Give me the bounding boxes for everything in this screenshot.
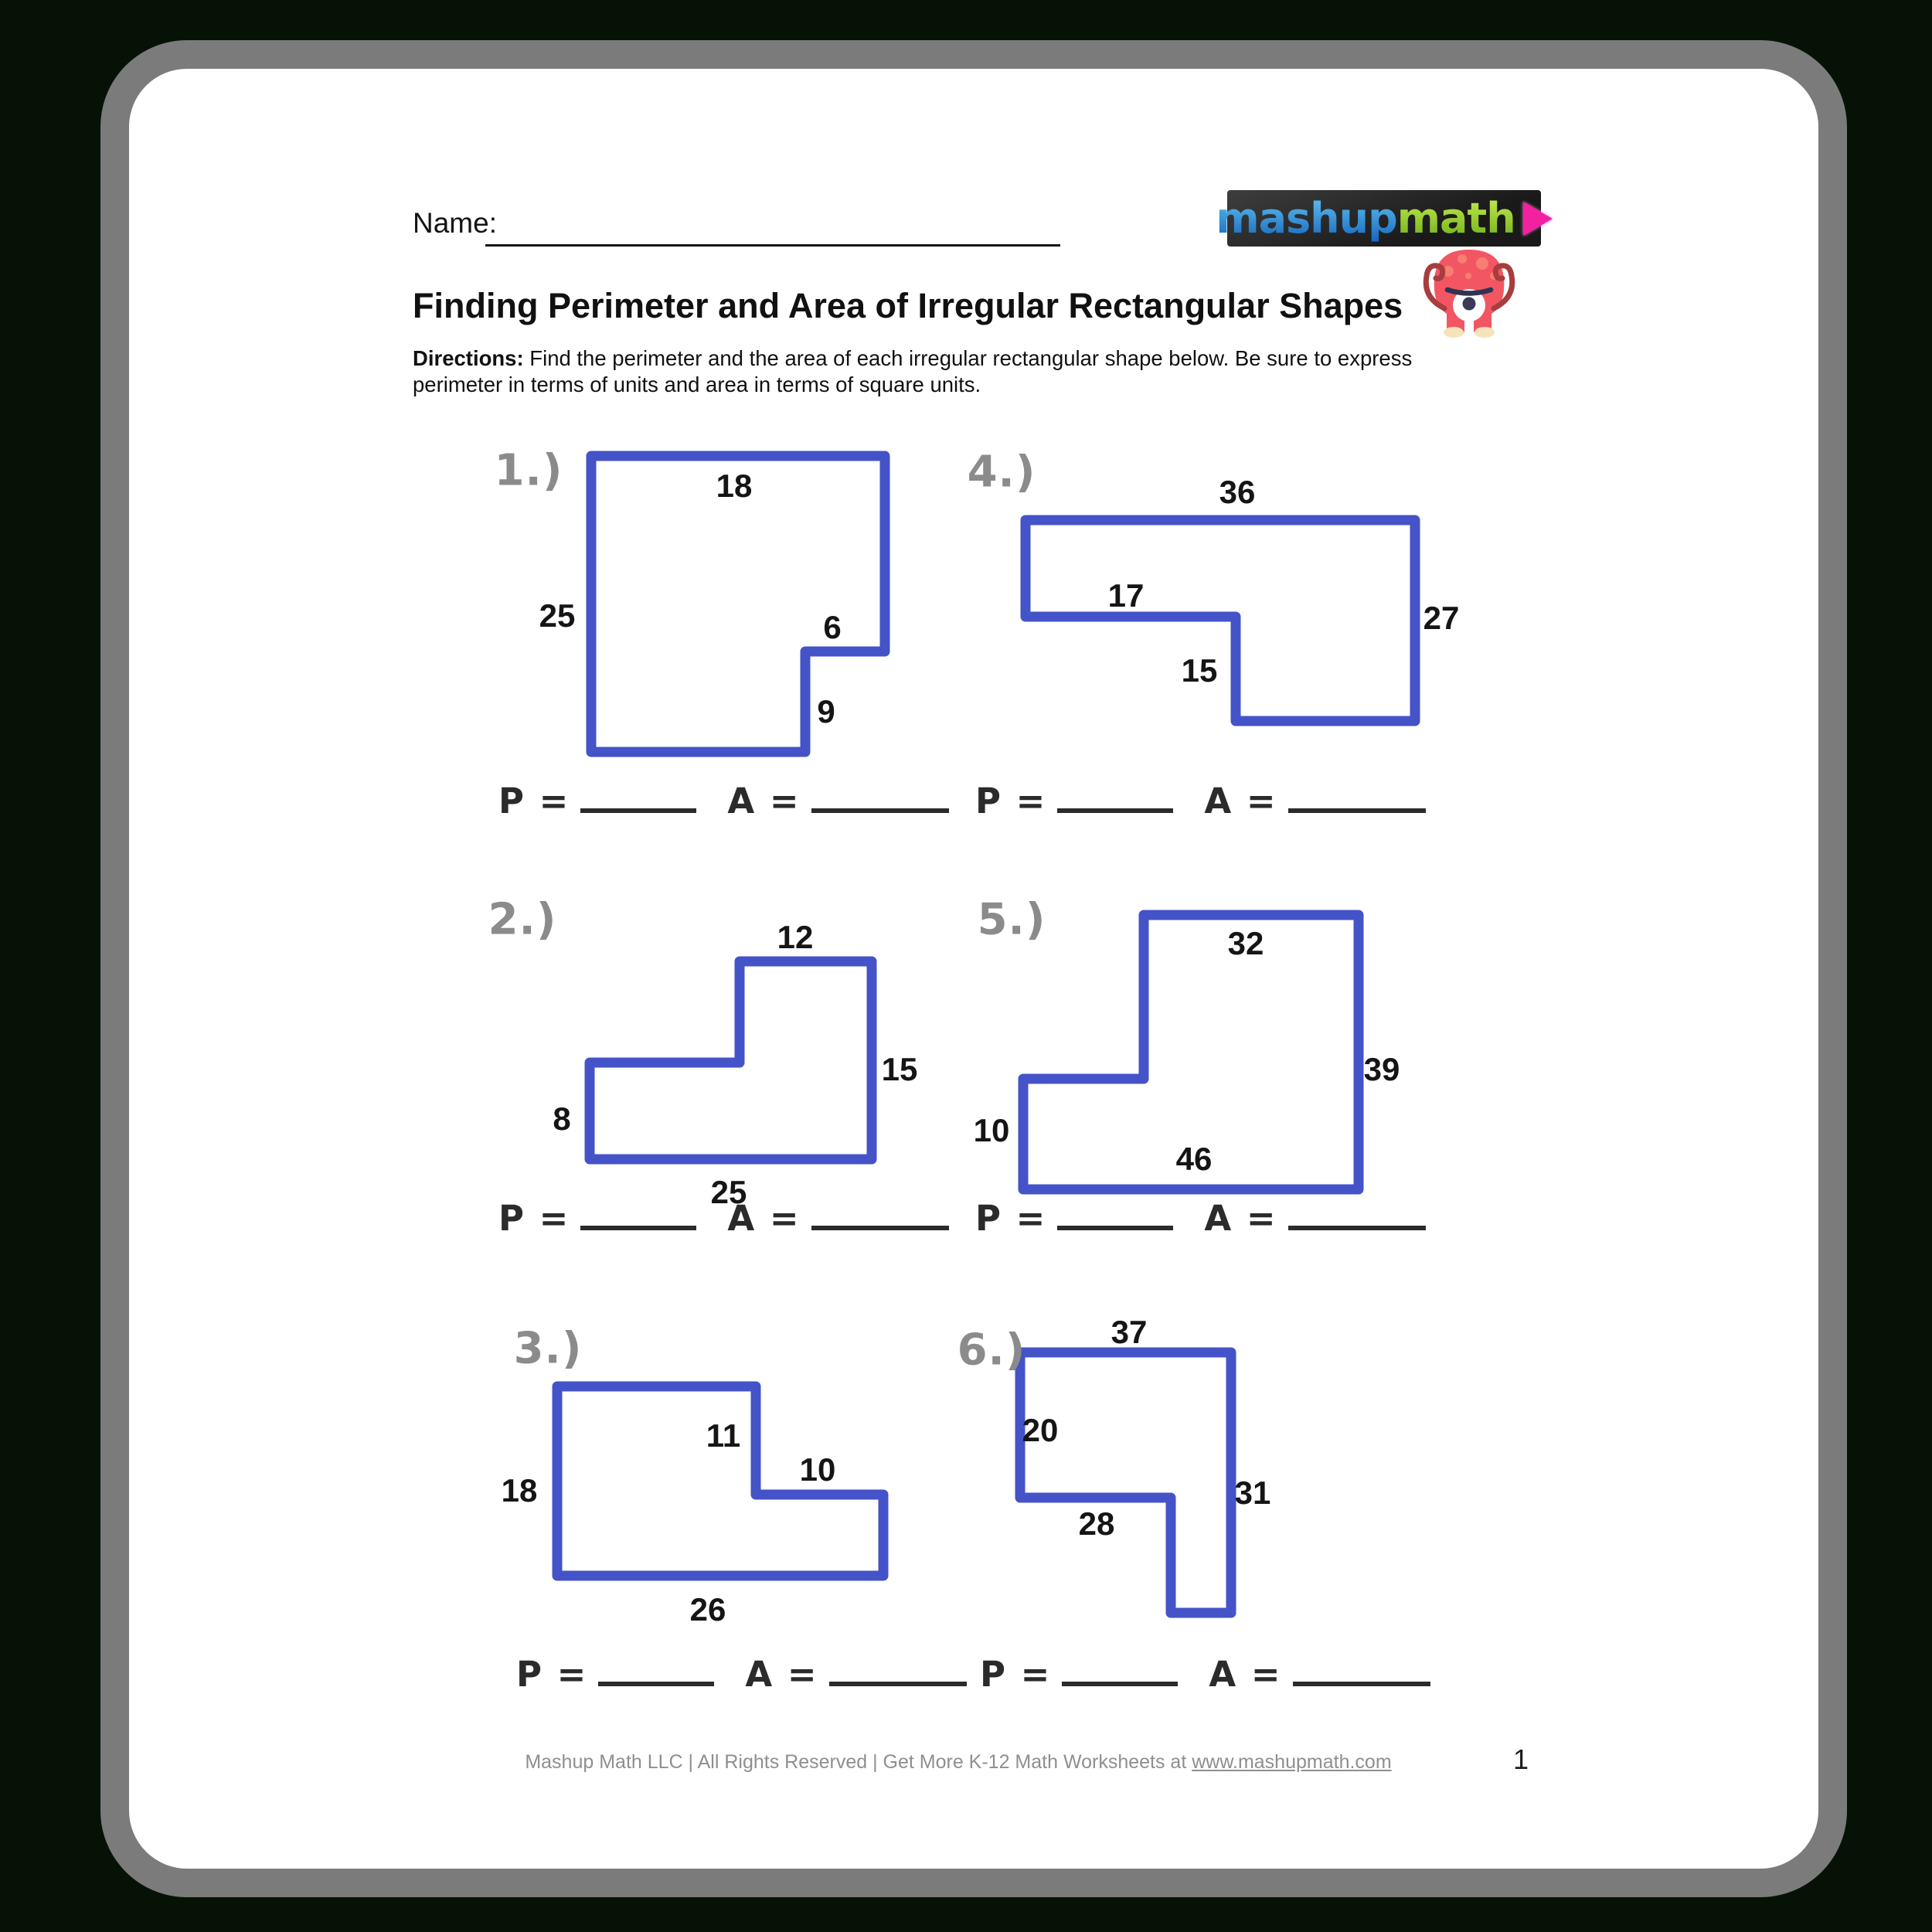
mashupmath-logo bbox=[1216, 190, 1541, 247]
perimeter-label: P = bbox=[980, 1654, 1052, 1695]
answer-row-3 bbox=[516, 1654, 967, 1695]
dimension-label-4-1: 36 bbox=[1219, 474, 1256, 510]
dimension-label-3-2: 10 bbox=[799, 1451, 836, 1488]
area-answer-blank[interactable] bbox=[1288, 781, 1426, 813]
problem-number-4: 4.) bbox=[967, 447, 1036, 498]
perimeter-answer-blank[interactable] bbox=[598, 1654, 714, 1686]
dimension-label-6-2: 20 bbox=[1022, 1412, 1059, 1448]
perimeter-answer-blank[interactable] bbox=[1057, 1198, 1173, 1230]
area-answer-blank[interactable] bbox=[811, 781, 949, 813]
answer-row-6 bbox=[980, 1654, 1430, 1695]
perimeter-answer-blank[interactable] bbox=[1057, 781, 1173, 813]
area-label: A = bbox=[727, 781, 801, 821]
dimension-label-2-4: 25 bbox=[710, 1174, 747, 1210]
perimeter-label: P = bbox=[498, 1198, 570, 1239]
dimension-label-1-3: 6 bbox=[823, 609, 842, 645]
footer-text: Mashup Math LLC | All Rights Reserved | Get More K-12 Math Worksheets at bbox=[525, 1751, 1192, 1773]
area-answer-blank[interactable] bbox=[811, 1198, 949, 1230]
logo-word-mashup: mashup bbox=[1216, 194, 1397, 243]
problem-number-1: 1.) bbox=[494, 445, 563, 496]
name-label: Name: bbox=[413, 207, 497, 239]
dimension-label-4-2: 17 bbox=[1107, 577, 1145, 614]
answer-row-2 bbox=[498, 1198, 949, 1239]
perimeter-answer-blank[interactable] bbox=[1062, 1654, 1178, 1686]
area-label: A = bbox=[1204, 1198, 1277, 1239]
dimension-label-6-4: 28 bbox=[1078, 1505, 1115, 1542]
footer-link[interactable]: www.mashupmath.com bbox=[1192, 1751, 1392, 1773]
area-answer-blank[interactable] bbox=[1288, 1198, 1426, 1230]
perimeter-answer-blank[interactable] bbox=[580, 781, 696, 813]
problem-number-3: 3.) bbox=[513, 1323, 583, 1374]
dimension-label-2-1: 12 bbox=[777, 919, 814, 955]
page-title: Finding Perimeter and Area of Irregular Rectangular Shapes bbox=[413, 286, 1403, 325]
answer-row-1 bbox=[498, 781, 949, 821]
dimension-label-6-1: 37 bbox=[1111, 1314, 1148, 1350]
answer-row-4 bbox=[975, 781, 1426, 821]
problem-number-2: 2.) bbox=[488, 894, 557, 945]
area-label: A = bbox=[745, 1654, 818, 1695]
directions-text: Directions: Find the perimeter and the area of each irregular rectangular shape below. Be sure to express perimeter in terms of units and area in terms of square units. bbox=[413, 346, 1413, 397]
area-label: A = bbox=[1209, 1654, 1282, 1695]
area-answer-blank[interactable] bbox=[829, 1654, 967, 1686]
dimension-label-2-2: 15 bbox=[881, 1051, 918, 1087]
dimension-label-6-3: 31 bbox=[1234, 1475, 1271, 1511]
monster-mascot-icon bbox=[1419, 242, 1519, 338]
problem-number-5: 5.) bbox=[977, 894, 1046, 945]
area-answer-blank[interactable] bbox=[1293, 1654, 1430, 1686]
area-label: A = bbox=[1204, 781, 1277, 821]
dimension-label-4-4: 27 bbox=[1423, 600, 1460, 636]
page-number: 1 bbox=[1513, 1743, 1529, 1775]
name-blank[interactable] bbox=[485, 244, 1060, 247]
perimeter-label: P = bbox=[975, 781, 1047, 821]
dimension-label-1-2: 25 bbox=[539, 597, 576, 634]
perimeter-label: P = bbox=[516, 1654, 588, 1695]
perimeter-label: P = bbox=[975, 1198, 1047, 1239]
dimension-label-1-4: 9 bbox=[817, 693, 835, 730]
perimeter-answer-blank[interactable] bbox=[580, 1198, 696, 1230]
perimeter-label: P = bbox=[498, 781, 570, 821]
dimension-label-5-4: 46 bbox=[1175, 1141, 1213, 1177]
directions-label: Directions: bbox=[413, 346, 524, 370]
logo-word-math: math bbox=[1396, 194, 1515, 243]
dimension-label-5-2: 39 bbox=[1363, 1051, 1400, 1087]
dimension-label-5-3: 10 bbox=[973, 1112, 1010, 1148]
answer-row-5 bbox=[975, 1198, 1426, 1239]
area-label: A = bbox=[727, 1198, 801, 1239]
dimension-label-1-1: 18 bbox=[716, 468, 753, 504]
dimension-label-3-1: 11 bbox=[706, 1417, 741, 1454]
dimension-label-5-1: 32 bbox=[1227, 925, 1264, 961]
dimension-label-4-3: 15 bbox=[1181, 652, 1218, 689]
dimension-label-3-3: 18 bbox=[501, 1472, 538, 1509]
dimension-label-2-3: 8 bbox=[553, 1100, 571, 1137]
play-triangle-icon bbox=[1523, 202, 1553, 236]
problem-number-6: 6.) bbox=[957, 1325, 1026, 1376]
dimension-label-3-4: 26 bbox=[689, 1591, 726, 1628]
footer bbox=[355, 1751, 1561, 1774]
